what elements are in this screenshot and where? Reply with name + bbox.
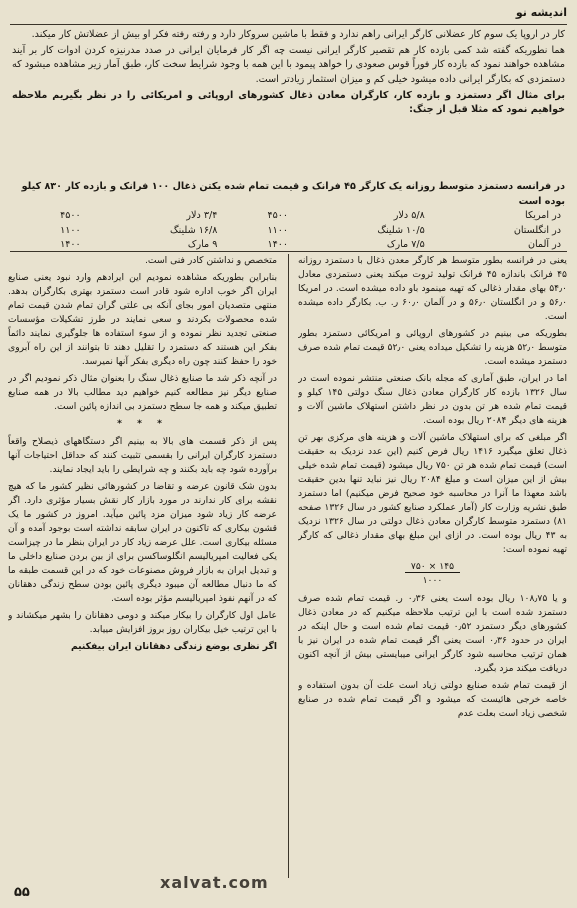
section-rule	[10, 251, 567, 252]
country-cell: در انگلستان	[513, 224, 561, 236]
column-paragraph: یعنی در فرانسه بطور متوسط هر کارگر معدن ذغال با دستمزد روزانه ۴۵ فرانک باندازه ۴۵ فرانک تولید ثروت میکند یعنی دستمزدی معادل ۵۴٫۰ بهای مقدار ذغالی که تهیه مینمود باو داده میشده است. در امریکا ۵۶٫۰ و در انگلستان ۵۶٫۰ و در آلمان ۶۰٫۰ ر. ب. بکارگر داده میشده است.	[298, 255, 567, 322]
wage-table-heading	[14, 180, 565, 209]
intro-paragraph: برای مثال اگر دستمزد و بازده کار، کارگران معادن ذغال کشورهای اروپائی و امریکائی را در نظر بگیریم ملاحظه خواهیم نمود که مثلا قبل از جنگ:	[12, 89, 565, 116]
wage-cell: ۷/۵ مارک	[386, 239, 425, 250]
header-rule	[10, 24, 567, 25]
wage-left-header: قیمت تمام شده یکتن ذغال ۱۰۰ فرانک و بازده کار ۸۳۰ کیلو بوده است	[21, 181, 565, 207]
country-cell: در آلمان	[527, 239, 561, 250]
column-paragraph: اگر نظری بوضع زندگی دهقانان ایران بیفکنیم	[70, 641, 277, 652]
column-paragraph: بنابراین بطوریکه مشاهده نمودیم این ایرادهم وارد نبود یعنی صنایع ایران اگر خوب اداره شود قادر است دستمزد بهتری بکارگران بدهد. منتهی متصدیان امور بجای آنکه بی علتی گران تمام شدن قیمت تمام شده محصولات بکردند و سعی نمایند در طرز تشکیلات مؤسسات صنعتی تجدید نظر نموده و از سوء استفاده ها جلوگیری نمایند دائماً بفکر این هستند که دستمزد را تقلیل دهند تا بتوانند از این راه آبروی خود را حفظ کنند چون راه دیگری بفکر آنها نمیرسد.	[8, 272, 277, 367]
left-column	[8, 254, 277, 874]
wage-comparison	[14, 180, 565, 253]
output-cell: ۴۵۰۰	[267, 210, 289, 221]
column-divider	[288, 254, 289, 878]
price-cell: ۱۴۰۰	[60, 239, 81, 250]
site-watermark: xalvat.com	[160, 873, 269, 892]
column-paragraph: بطوریکه می بینیم در کشورهای اروپائی و امریکائی دستمزد بطور متوسط ۵۲٫۰ هزینه را تشکیل میداده یعنی ۵۲٫۰ قیمت تمام شده صرف دستمزد میشده است.	[298, 328, 567, 367]
table-row	[14, 224, 565, 239]
wage-right-header: در فرانسه دستمزد متوسط روزانه یک کارگر ۴۵ فرانک و	[302, 181, 565, 192]
wage-table	[14, 209, 565, 253]
page-number: ۵۵	[14, 885, 30, 900]
price-cell: ۱۱۰۰	[60, 224, 81, 236]
journal-title: اندیشه نو	[515, 6, 567, 19]
intro-paragraph: هما نطوریکه گفته شد کمی بازده کار هم تقصیر کارگر ایرانی نیست چه اگر کار فرمایان ایرانی در صدد مدرنیزه کردن ادوات کار بر آیند مشاهده خواهند نمود که بازده کار فوراً قوس صعودی را خواهد پیمود با این همه با وجود شرایط سخت کار، طبق آمار زیر مشاهده میشود که دستمزدی که بکارگر ایرانی داده میشود خیلی کم و میزان استثمار زیادتر است.	[12, 45, 565, 85]
country-cell: در امریکا	[525, 210, 561, 221]
column-paragraph: پس از ذکر قسمت های بالا به بینیم اگر دستگاههای ذیصلاح واقعاً دستمزد کارگران ایرانی را بقسمی تثبیت کنند که حداقل احتیاجات آنها برآورده شود چه باید بکنند و چه شرایطی را باید ایجاد نمایند.	[8, 436, 277, 475]
column-paragraph: متخصص و نداشتن کادر فنی است.	[145, 255, 277, 266]
fraction-formula	[298, 560, 567, 588]
price-cell: ۴۵۰۰	[60, 210, 81, 221]
intro-paragraph: کار در اروپا یک سوم کار عضلانی کارگر ایرانی راهم ندارد و فقط با ماشین سروکار دارد و رفته رفته فکر او بیش از عضلاتش کار میکند.	[31, 29, 565, 40]
unit-price-cell: ۳/۴ دلار	[186, 210, 218, 221]
wage-cell: ۵/۸ دلار	[393, 210, 425, 221]
right-column	[298, 254, 567, 878]
output-cell: ۱۱۰۰	[267, 224, 289, 236]
unit-price-cell: ۱۶/۸ شلینگ	[170, 224, 218, 236]
column-paragraph: در آنچه ذکر شد ما صنایع ذغال سنگ را بعنوان مثال ذکر نمودیم اگر در صنایع دیگر نیز مطالعه کنیم خواهیم دید مطالب بالا در همه صنایع تطبیق میکند و همه جا سطح دستمزد بی اندازه پائین است.	[8, 373, 277, 412]
output-cell: ۱۴۰۰	[267, 239, 289, 250]
column-paragraph: از قیمت تمام شده صنایع دولتی زیاد است علت آن بدون استفاده و خاصه خرجی هائیست که میشود و اگر قیمت تمام شده در صنایع شخصی زیاد است بعلت عدم	[298, 680, 567, 719]
table-row	[14, 209, 565, 224]
column-paragraph: و یا ۱۰۸٫۷۵ ریال بوده است یعنی ۰٫۳۶ ر. قیمت تمام شده صرف دستمزد شده است با این ترتیب ملاحظه میکنیم که در معادن ذغال کشورهای دیگر دستمزد ۰٫۵۲ قیمت تمام شده است و حال اینکه در ایران در حدود ۰٫۳۶ است یعنی اگر قیمت تمام شده در ایران نیز با همان ترتیب محاسبه شود کارگر ایرانی میبایستی بیش از آنچه اکنون دریافت میکند مزد بگیرد.	[298, 593, 567, 674]
column-paragraph: عامل اول کارگران را بیکار میکند و دومی دهقانان را بشهر میکشاند و با این ترتیب خیل بیکاران روز بروز افزایش مییابد.	[8, 610, 277, 635]
column-paragraph: اما در ایران، طبق آماری که مجله بانک صنعتی منتشر نموده است در سال ۱۳۲۶ بازده کار کارگران معادن ذغال سنگ دولتی ۱۴۵ کیلو و قیمت تمام شده هر تن بدون در نظر داشتن استهلاک ماشین آلات و هزینه های دیگر ۲۰۸۴ ریال بوده است.	[298, 373, 567, 426]
column-paragraph: بدون شک قانون عرضه و تقاضا در کشورهائی نظیر کشور ما که هیچ نقشه برای کار ندارند در مورد بازار کار نقش بسیار مؤثری دارد. اگر عرضه کار زیاد شود میزان مزد پائین میآید. امروز در کشور ما یک قشون بیکاری که تاکنون در ایران سابقه نداشته است بوجود آمده و آن مسئله بیکاری است. علل عرضه زیاد کار در ایران بنظر ما در چیزاست یکی فعالیت امپریالیسم انگلوساکسن برای از بین بردن صنایع داخلی ما و تبدیل ایران به بازار فروش مصنوعات خود که در این قسمت طبقه ما که ما دنبال مطالعه آن میبود دیگری پائین بودن سطح زندگی دهقانان که در آنهم نفوذ امپریالیسم مؤثر بوده است.	[8, 481, 277, 604]
journal-header	[8, 6, 567, 24]
formula-numerator: ۱۴۵ × ۷۵۰	[405, 561, 460, 573]
intro-text	[12, 28, 565, 119]
unit-price-cell: ۹ مارک	[187, 239, 218, 250]
formula-denominator: ۱۰۰۰	[422, 575, 443, 586]
section-separator: * * *	[117, 418, 168, 429]
wage-cell: ۱۰/۵ شلینگ	[377, 224, 425, 236]
column-paragraph: اگر مبلغی که برای استهلاک ماشین آلات و هزینه های مرکزی بهر تن ذغال تعلق میگیرد ۱۴۱۶ ریال فرض کنیم (این عدد نزدیک به حقیقت است) قیمت تمام شده هر تن ۷۵۰ ریال میشود (قیمت تمام شده خیلی بیش از این میزان است و مبلغ ۲۰۸۴ ریال نیز نباید تنها بدین حقیقت باشد معهذا ما آنرا در محاسبه خود صحیح فرض میکنیم) اما دستمزد طبق نشریه وزارت کار (آمار عملکرد صنایع کشور در سال ۱۳۲۶ صفحه ۸۱) دستمزد متوسط کارگران معادن ذغال دولتی در سال ۱۳۲۶ نزدیک به ۴۳ ریال بوده است. در ازای این مبلغ بهای مقدار ذغالی که کارگر تهیه نموده است:	[298, 432, 567, 555]
